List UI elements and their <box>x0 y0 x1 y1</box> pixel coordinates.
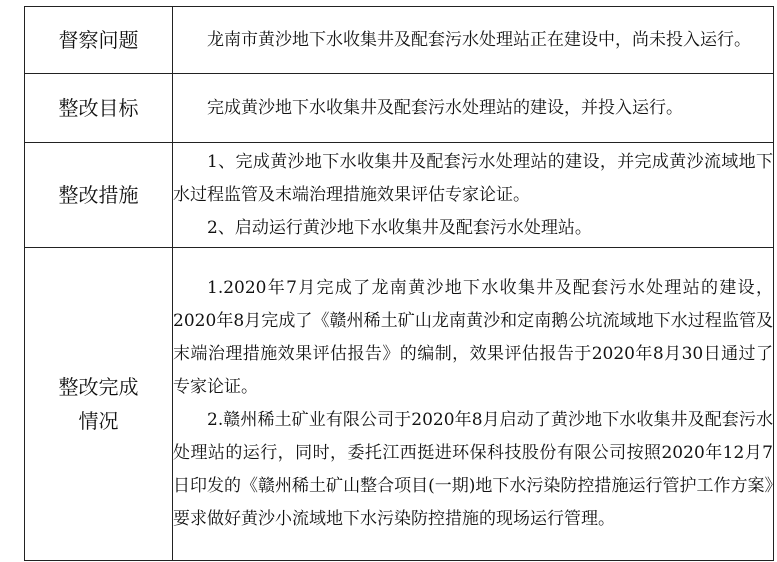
label-completion-status <box>25 248 173 561</box>
row-rectification-goal <box>25 74 774 143</box>
content-rectification-measures <box>173 143 774 248</box>
label-completion-status-line2: 情况 <box>78 409 119 433</box>
measure-item-2: 2、启动运行黄沙地下水收集井及配套污水处理站。 <box>207 217 592 238</box>
issue-text: 龙南市黄沙地下水收集井及配套污水处理站正在建设中，尚未投入运行。 <box>207 29 751 50</box>
measure-item-1: 1、完成黄沙地下水收集井及配套污水处理站的建设，并完成黄沙流域地下水过程监管及末端治理措施效果评估专家论证。 <box>173 151 773 205</box>
label-completion-status-line1: 整改完成 <box>58 375 139 399</box>
row-completion-status <box>25 248 774 561</box>
label-rectification-goal: 整改目标 <box>25 74 173 143</box>
label-inspection-issue: 督察问题 <box>25 7 173 74</box>
status-item-1: 1.2020年7月完成了龙南黄沙地下水收集井及配套污水处理站的建设，2020年8月完成了《赣州稀土矿山龙南黄沙和定南鹅公坑流域地下水过程监管及末端治理措施效果评估报告》的编制，效果评估报告于2020年8月30日通过了专家论证。 <box>173 278 773 397</box>
rectification-table <box>24 6 774 561</box>
label-rectification-measures: 整改措施 <box>25 143 173 248</box>
content-completion-status <box>173 248 774 561</box>
content-rectification-goal <box>173 74 774 143</box>
goal-text: 完成黄沙地下水收集井及配套污水处理站的建设，并投入运行。 <box>207 97 683 118</box>
row-rectification-measures <box>25 143 774 248</box>
status-item-2: 2.赣州稀土矿业有限公司于2020年8月启动了黄沙地下水收集井及配套污水处理站的运行，同时，委托江西挺进环保科技股份有限公司按照2020年12月7日印发的《赣州稀土矿山整合项目(一期)地下水污染防控措施运行管护工作方案》要求做好黄沙小流域地下水污染防控措施的现场运行管理。 <box>173 410 773 529</box>
content-inspection-issue <box>173 7 774 74</box>
row-inspection-issue <box>25 7 774 74</box>
